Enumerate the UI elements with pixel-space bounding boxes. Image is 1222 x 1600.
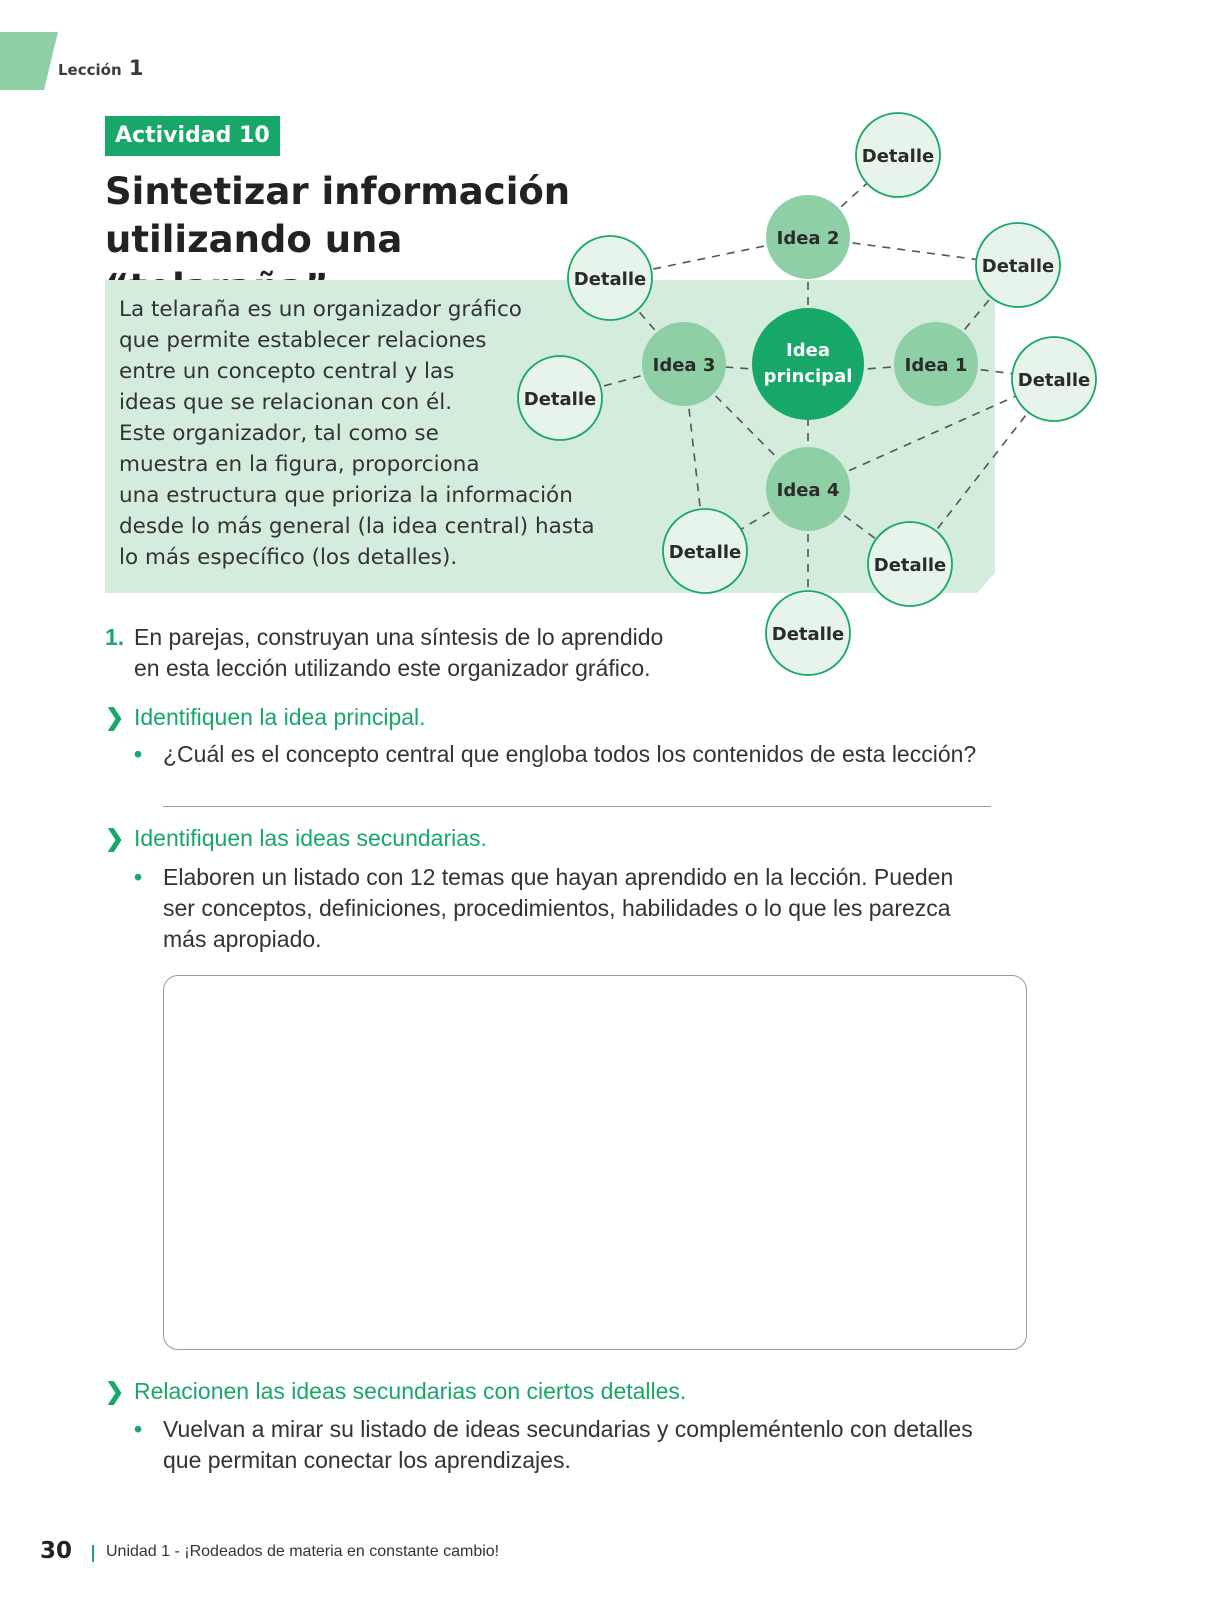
step-bullet: [134, 739, 1004, 770]
bullet-icon: •: [134, 741, 143, 767]
intro-line: desde lo más general (la idea central) hasta: [119, 514, 595, 539]
answer-box[interactable]: [163, 975, 1027, 1350]
idea-2-label: Idea 2: [776, 228, 840, 249]
spider-web-diagram: [0, 0, 1222, 700]
detail-label: Detalle: [981, 256, 1055, 277]
main-idea-label-line-2: principal: [763, 366, 853, 387]
question-text-line-2: en esta lección utilizando este organizador gráfico.: [134, 655, 651, 681]
detail-node: [856, 113, 940, 197]
detail-node: [518, 356, 602, 440]
page-number: 30: [40, 1538, 73, 1564]
intro-line: muestra en la figura, proporciona: [119, 452, 480, 477]
lesson-number: 1: [128, 56, 144, 80]
idea-2-node: [766, 195, 850, 279]
bullet-line: Vuelvan a mirar su listado de ideas secundarias y compleméntenlo con detalles: [163, 1416, 973, 1442]
footer-unit-title: Unidad 1 - ¡Rodeados de materia en constante cambio!: [106, 1543, 500, 1560]
detail-label: Detalle: [873, 555, 947, 576]
intro-line: ideas que se relacionan con él.: [119, 390, 453, 415]
chevron-right-icon: ❯: [105, 704, 125, 730]
bullet-icon: •: [134, 1416, 143, 1442]
bullet-line: más apropiado.: [163, 926, 322, 952]
intro-line: una estructura que prioriza la información: [119, 483, 573, 508]
intro-line: Este organizador, tal como se: [119, 421, 439, 446]
detail-label: Detalle: [861, 146, 935, 167]
detail-node: [663, 509, 747, 593]
intro-line: La telaraña es un organizador gráfico: [119, 297, 522, 322]
step-heading: [105, 702, 426, 733]
idea-1-label: Idea 1: [904, 355, 968, 376]
detail-label: Detalle: [573, 269, 647, 290]
idea-1-node: [894, 322, 978, 406]
answer-line[interactable]: [163, 806, 991, 807]
step-heading: [105, 823, 487, 854]
bullet-line: que permitan conectar los aprendizajes.: [163, 1447, 571, 1473]
idea-3-label: Idea 3: [652, 355, 716, 376]
step-heading: [105, 1376, 686, 1407]
lesson-label-text: Lección: [58, 61, 122, 79]
bullet-line: Elaboren un listado con 12 temas que hayan aprendido en la lección. Pueden: [163, 864, 954, 890]
intro-line: entre un concepto central y las: [119, 359, 455, 384]
step-label: Identifiquen la idea principal.: [134, 704, 426, 730]
step-bullet: [134, 1414, 1004, 1476]
footer-divider: [92, 1545, 94, 1562]
detail-label: Detalle: [771, 624, 845, 645]
detail-node: [868, 522, 952, 606]
step-label: Identifiquen las ideas secundarias.: [134, 825, 487, 851]
detail-node: [568, 236, 652, 320]
idea-3-node: [642, 322, 726, 406]
intro-line: que permite establecer relaciones: [119, 328, 487, 353]
detail-label: Detalle: [523, 389, 597, 410]
title-line-2: utilizando una: [105, 218, 403, 261]
bullet-icon: •: [134, 864, 143, 890]
detail-node: [976, 223, 1060, 307]
detail-label: Detalle: [1017, 370, 1091, 391]
chevron-right-icon: ❯: [105, 825, 125, 851]
main-idea-node: [752, 308, 864, 420]
idea-4-label: Idea 4: [776, 480, 840, 501]
detail-node: [1012, 337, 1096, 421]
question-1: [105, 622, 725, 684]
bullet-line: ¿Cuál es el concepto central que engloba todos los contenidos de esta lección?: [163, 741, 977, 767]
idea-4-node: [766, 447, 850, 531]
activity-badge: Actividad 10: [105, 116, 280, 156]
intro-line: lo más específico (los detalles).: [119, 545, 458, 570]
step-bullet: [134, 862, 1004, 955]
title-line-1: Sintetizar información: [105, 170, 571, 213]
step-label: Relacionen las ideas secundarias con ciertos detalles.: [134, 1378, 687, 1404]
chevron-right-icon: ❯: [105, 1378, 125, 1404]
detail-node: [766, 591, 850, 675]
question-text-line-1: En parejas, construyan una síntesis de lo aprendido: [134, 624, 664, 650]
bullet-line: ser conceptos, definiciones, procedimientos, habilidades o lo que les parezca: [163, 895, 951, 921]
detail-label: Detalle: [668, 542, 742, 563]
main-idea-label-line-1: Idea: [786, 340, 830, 361]
question-number: 1.: [105, 624, 125, 650]
